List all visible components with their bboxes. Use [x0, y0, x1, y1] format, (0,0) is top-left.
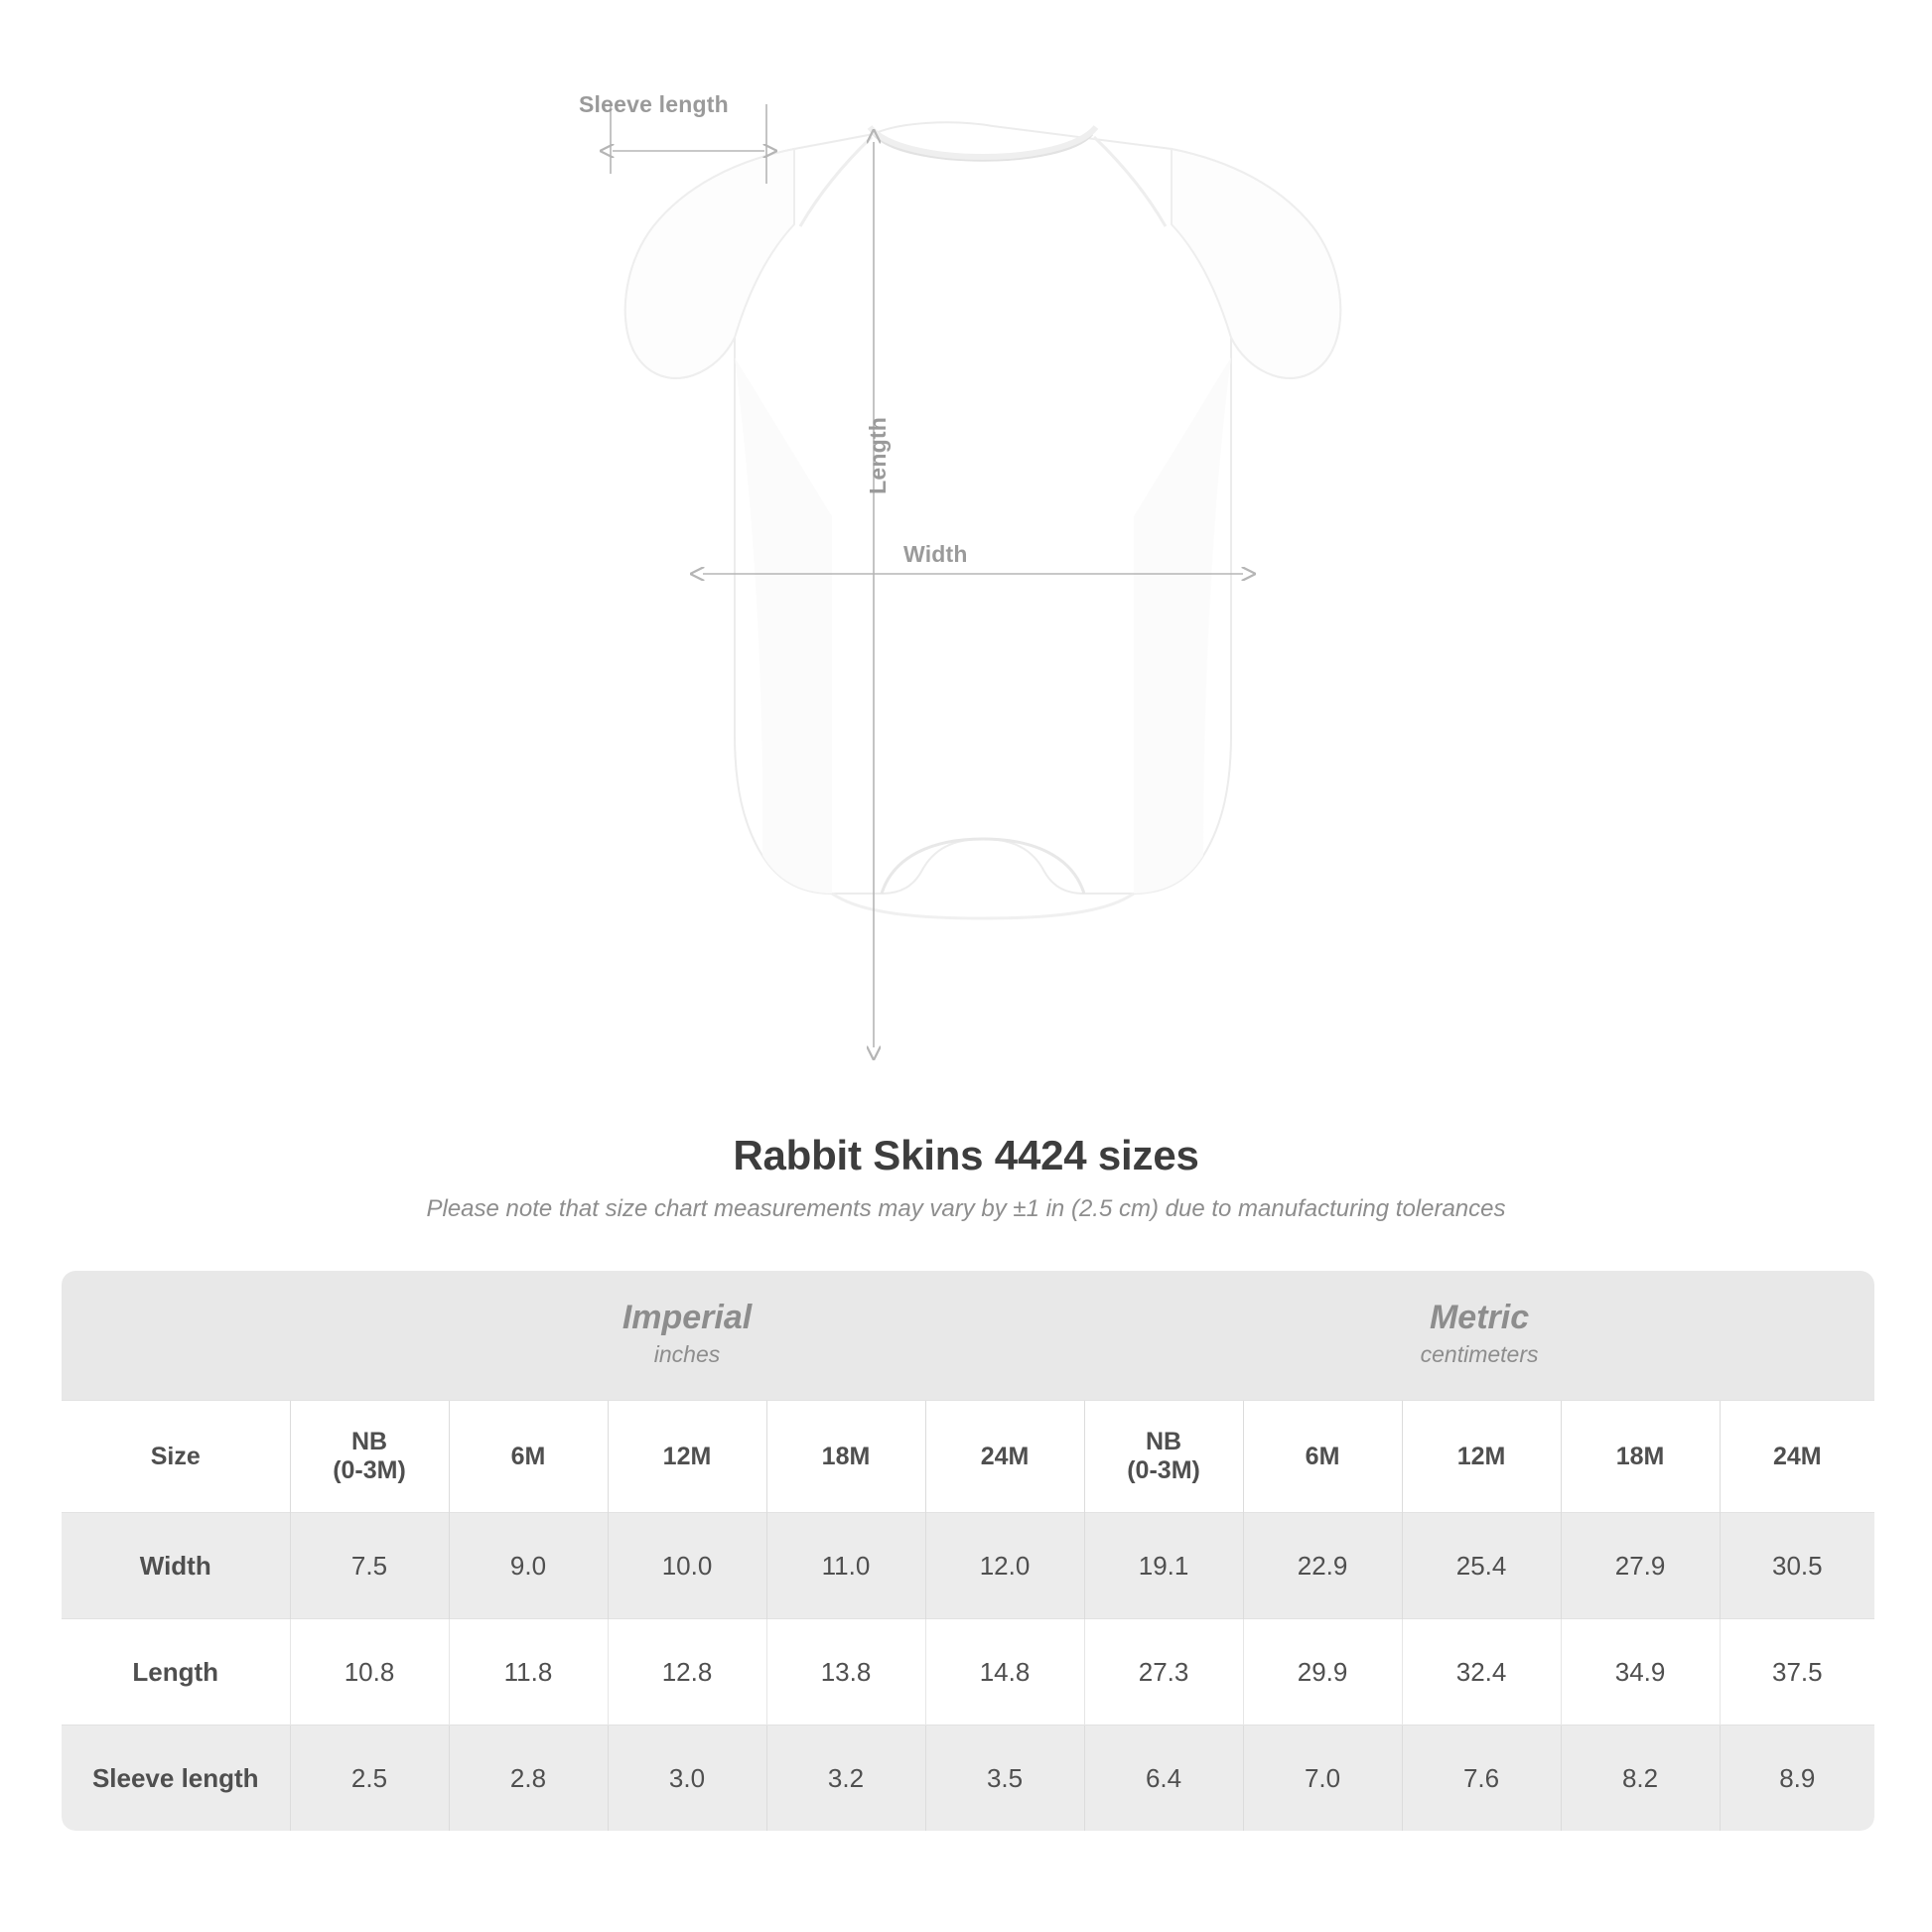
cell-sleeve-12m-cm: 7.6: [1402, 1725, 1561, 1832]
column-header-label: NB: [350, 1428, 388, 1455]
cell-sleeve-24m-cm: 8.9: [1720, 1725, 1874, 1832]
cell-sleeve-18m-cm: 8.2: [1561, 1725, 1720, 1832]
table-row: [62, 1513, 1874, 1619]
row-label-length: Length: [62, 1619, 290, 1725]
cell-sleeve-24m-in: 3.5: [925, 1725, 1084, 1832]
size-row-header: Size: [62, 1401, 290, 1513]
onesie-body-shape: [625, 122, 1340, 918]
tolerance-note: Please note that size chart measurements may vary by ±1 in (2.5 cm) due to manufacturing tolerances: [426, 1195, 1506, 1222]
table-row: [62, 1725, 1874, 1832]
cell-width-6m-in: 9.0: [449, 1513, 608, 1619]
row-label-width: Width: [62, 1513, 290, 1619]
cell-length-18m-in: 13.8: [766, 1619, 925, 1725]
cell-width-nb-in: 7.5: [290, 1513, 449, 1619]
unit-name-metric: Metric: [1429, 1299, 1530, 1337]
cell-length-18m-cm: 34.9: [1561, 1619, 1720, 1725]
column-header-24m-metric: 24M: [1720, 1401, 1874, 1513]
column-header-6m-metric: 6M: [1243, 1401, 1402, 1513]
cell-sleeve-6m-in: 2.8: [449, 1725, 608, 1832]
cell-sleeve-nb-in: 2.5: [290, 1725, 449, 1832]
cell-length-6m-cm: 29.9: [1243, 1619, 1402, 1725]
unit-sub-metric: centimeters: [1420, 1341, 1539, 1368]
cell-width-6m-cm: 22.9: [1243, 1513, 1402, 1619]
cell-width-12m-cm: 25.4: [1402, 1513, 1561, 1619]
cell-width-18m-cm: 27.9: [1561, 1513, 1720, 1619]
column-header-12m-imperial: 12M: [608, 1401, 766, 1513]
cell-length-24m-in: 14.8: [925, 1619, 1084, 1725]
cell-width-nb-cm: 19.1: [1084, 1513, 1243, 1619]
size-table: [62, 1271, 1874, 1831]
unit-name-imperial: Imperial: [621, 1299, 753, 1337]
cell-sleeve-18m-in: 3.2: [766, 1725, 925, 1832]
title-block: [0, 1132, 1932, 1223]
cell-sleeve-12m-in: 3.0: [608, 1725, 766, 1832]
cell-length-6m-in: 11.8: [449, 1619, 608, 1725]
cell-length-12m-cm: 32.4: [1402, 1619, 1561, 1725]
table-row: [62, 1619, 1874, 1725]
cell-width-12m-in: 10.0: [608, 1513, 766, 1619]
cell-length-12m-in: 12.8: [608, 1619, 766, 1725]
sleeve-length-dimension-label: Sleeve length: [579, 91, 729, 117]
column-header-nb-metric: [1084, 1401, 1243, 1513]
cell-length-nb-cm: 27.3: [1084, 1619, 1243, 1725]
column-header-sub: (0-3M): [1127, 1456, 1200, 1484]
cell-length-24m-cm: 37.5: [1720, 1619, 1874, 1725]
size-table-container: [62, 1271, 1870, 1831]
cell-sleeve-6m-cm: 7.0: [1243, 1725, 1402, 1832]
cell-width-24m-cm: 30.5: [1720, 1513, 1874, 1619]
width-dimension-label: Width: [903, 541, 968, 567]
cell-sleeve-nb-cm: 6.4: [1084, 1725, 1243, 1832]
row-label-sleeve-length: Sleeve length: [62, 1725, 290, 1832]
column-header-18m-metric: 18M: [1561, 1401, 1720, 1513]
unit-sub-imperial: inches: [653, 1341, 721, 1368]
column-header-12m-metric: 12M: [1402, 1401, 1561, 1513]
column-header-24m-imperial: 24M: [925, 1401, 1084, 1513]
cell-width-18m-in: 11.0: [766, 1513, 925, 1619]
length-dimension-label: Length: [865, 417, 891, 494]
cell-width-24m-in: 12.0: [925, 1513, 1084, 1619]
unit-header-imperial: [290, 1271, 1084, 1401]
cell-length-nb-in: 10.8: [290, 1619, 449, 1725]
column-header-sub: (0-3M): [333, 1456, 406, 1484]
page-title: Rabbit Skins 4424 sizes: [733, 1132, 1199, 1178]
unit-corner-cell: [62, 1271, 290, 1401]
column-header-row: [62, 1401, 1874, 1513]
unit-header-metric: [1084, 1271, 1874, 1401]
column-header-nb-imperial: [290, 1401, 449, 1513]
column-header-6m-imperial: 6M: [449, 1401, 608, 1513]
column-header-label: NB: [1145, 1428, 1182, 1455]
unit-header-row: [62, 1271, 1874, 1401]
column-header-18m-imperial: 18M: [766, 1401, 925, 1513]
